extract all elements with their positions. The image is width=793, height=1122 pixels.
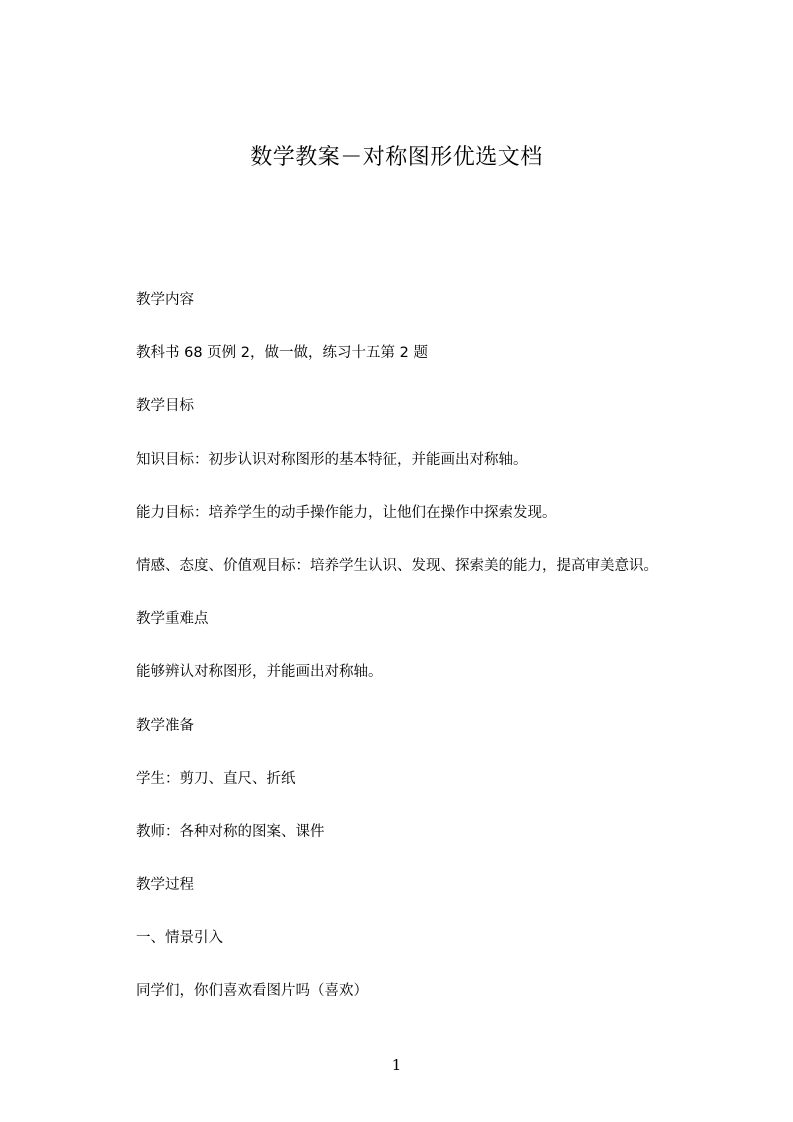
section-heading-preparation: 教学准备 xyxy=(136,717,194,734)
document-title: 数学教案－对称图形优选文档 xyxy=(250,145,543,170)
paragraph-ability-objective: 能力目标：培养学生的动手操作能力，让他们在操作中探索发现。 xyxy=(136,504,557,521)
paragraph-knowledge-objective: 知识目标：初步认识对称图形的基本特征，并能画出对称轴。 xyxy=(136,451,528,468)
section-heading-process: 教学过程 xyxy=(136,877,194,894)
paragraph-key-points: 能够辨认对称图形，并能画出对称轴。 xyxy=(136,664,383,681)
paragraph-textbook-reference: 教科书 68 页例 2，做一做，练习十五第 2 题 xyxy=(136,345,428,362)
section-heading-content: 教学内容 xyxy=(136,292,194,308)
paragraph-teacher-materials: 教师：各种对称的图案、课件 xyxy=(136,823,325,840)
section-heading-key-points: 教学重难点 xyxy=(136,611,209,628)
paragraph-list xyxy=(136,290,756,1035)
paragraph-introduction-question: 同学们，你们喜欢看图片吗（喜欢） xyxy=(136,983,368,1000)
page-number: 1 xyxy=(391,1056,402,1074)
paragraph-emotion-objective: 情感、态度、价值观目标：培养学生认识、发现、探索美的能力，提高审美意识。 xyxy=(136,557,658,574)
section-heading-objectives: 教学目标 xyxy=(136,398,194,415)
paragraph-student-materials: 学生：剪刀、直尺、折纸 xyxy=(136,770,296,787)
subsection-heading-introduction: 一、情景引入 xyxy=(136,930,223,947)
